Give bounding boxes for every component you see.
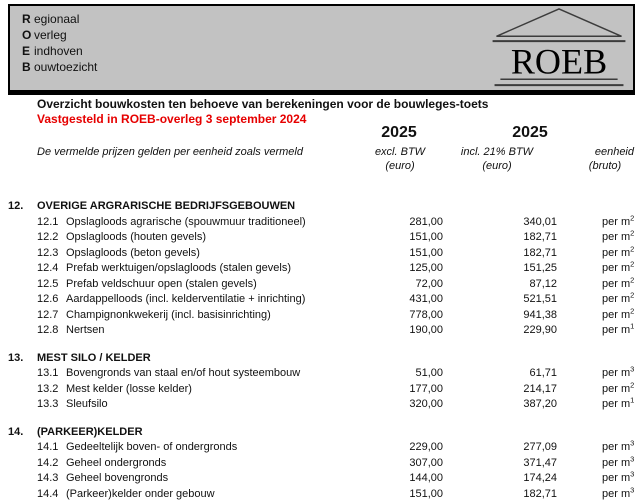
row-description: Opslagloods (beton gevels) [66,246,200,259]
row-price-incl: 387,20 [523,398,557,410]
price-note: De vermelde prijzen gelden per eenheid zoals vermeld [37,146,303,158]
row-unit-base: per m [602,262,631,274]
table-row [0,274,643,293]
row-number: 12.8 [37,324,59,336]
table-row [0,230,643,246]
col2-label: incl. 21% BTW [460,146,534,158]
row-price-excl: 151,00 [409,487,443,500]
row-price-excl: 72,00 [415,277,443,290]
row-price-excl: 151,00 [409,246,443,259]
row-price-incl: 182,71 [523,487,557,500]
table-row [0,440,643,456]
row-unit-exponent: 3 [630,469,635,479]
row-unit-exponent: 2 [630,212,635,222]
section-title: (PARKEER)KELDER [37,425,143,438]
roeb-acronym [22,11,97,75]
section-number: 13. [8,351,24,364]
table-row [0,397,643,413]
table-row [0,323,643,339]
row-price-excl: 51,00 [415,367,443,379]
row-unit-exponent: 2 [630,379,635,389]
row-unit-exponent: 1 [630,321,635,331]
row-description: Aardappelloods (incl. kelderventilatie + inrichting) [66,293,306,305]
row-description: (Parkeer)kelder onder gebouw [66,487,215,500]
table-row [0,305,643,324]
acronym-line [22,43,97,59]
row-price-incl: 182,71 [523,246,557,259]
section-title: OVERIGE ARGRARISCHE BEDRIJFSGEBOUWEN [37,200,296,212]
row-number: 14.3 [37,472,59,484]
row-number: 13.1 [37,367,59,379]
row-description: Opslagloods agrarische (spouwmuur traditioneel) [66,215,306,228]
acronym-letter: O [22,28,32,42]
roeb-logo [489,6,629,90]
row-description: Opslagloods (houten gevels) [66,231,207,243]
row-unit-base: per m [602,277,631,290]
row-unit-base: per m [602,324,631,336]
row-unit [602,484,635,503]
row-unit-exponent: 3 [630,438,635,448]
row-description: Sleufsilo [66,398,108,410]
page-title: Overzicht bouwkosten ten behoeve van berekeningen voor de bouwleges-toets [37,97,489,111]
section-title: MEST SILO / KELDER [37,351,151,364]
section-header-row [0,351,643,367]
row-unit-exponent: 2 [630,290,635,300]
row-unit-exponent: 3 [630,364,635,374]
row-number: 12.5 [37,277,59,290]
acronym-word: indhoven [34,44,83,58]
row-unit-base: per m [602,441,631,453]
row-number: 12.7 [37,308,59,321]
row-unit-base: per m [602,215,631,228]
section-number: 14. [8,425,24,438]
col1-year: 2025 [381,124,417,141]
row-description: Gedeeltelijk boven- of ondergronds [66,441,238,453]
acronym-letter: B [22,60,31,74]
row-description: Geheel ondergronds [66,456,167,469]
row-price-incl: 340,01 [523,215,557,228]
table-row [0,379,643,398]
row-price-excl: 307,00 [409,456,443,469]
row-price-excl: 281,00 [409,215,443,228]
row-price-incl: 87,12 [529,277,557,290]
row-number: 12.6 [37,293,59,305]
page-subtitle: Vastgesteld in ROEB-overleg 3 september 2024 [37,112,307,126]
table-row [0,453,643,472]
row-price-incl: 521,51 [523,293,557,305]
col1-label: excl. BTW [374,146,426,158]
row-number: 12.3 [37,246,59,259]
row-number: 14.2 [37,456,59,469]
row-number: 12.4 [37,262,59,274]
col2-unit-label: (euro) [482,160,512,172]
row-unit-exponent: 2 [630,228,635,238]
row-description: Nertsen [66,324,105,336]
row-unit-base: per m [602,231,631,243]
table-section [0,199,643,339]
row-price-incl: 941,38 [523,308,557,321]
row-price-excl: 177,00 [409,382,443,395]
row-price-excl: 151,00 [409,231,443,243]
acronym-word: egionaal [34,12,80,26]
row-unit [602,323,634,339]
row-unit-base: per m [602,472,631,484]
row-description: Bovengronds van staal en/of hout systeembouw [66,367,301,379]
row-price-incl: 174,24 [523,472,557,484]
table-row [0,243,643,262]
table-row [0,366,643,382]
row-unit-base: per m [602,398,631,410]
row-unit-exponent: 2 [630,243,635,253]
row-number: 12.2 [37,231,59,243]
roof-icon [489,6,629,90]
row-price-incl: 277,09 [523,441,557,453]
table-row [0,261,643,277]
section-number: 12. [8,200,24,212]
row-price-incl: 61,71 [529,367,557,379]
row-price-incl: 151,25 [523,262,557,274]
row-description: Champignonkwekerij (incl. basisinrichting) [66,308,271,321]
table-section [0,351,643,413]
row-price-excl: 431,00 [409,293,443,305]
row-description: Prefab werktuigen/opslagloods (stalen gevels) [66,262,292,274]
acronym-word: ouwtoezicht [34,60,98,74]
row-description: Mest kelder (losse kelder) [66,382,192,395]
row-unit-base: per m [602,456,631,469]
row-number: 13.3 [37,398,59,410]
row-price-excl: 778,00 [409,308,443,321]
row-unit-base: per m [602,382,631,395]
col3-label: eenheid [594,146,634,158]
col3-unit-label: (bruto) [588,160,622,172]
acronym-letter: E [22,44,31,58]
row-number: 14.1 [37,441,59,453]
row-description: Prefab veldschuur open (stalen gevels) [66,277,257,290]
row-unit-exponent: 1 [630,395,635,405]
row-price-incl: 371,47 [523,456,557,469]
row-unit-exponent: 3 [630,453,635,463]
section-header-row [0,199,643,215]
acronym-line [22,27,97,43]
row-unit-base: per m [602,487,631,500]
acronym-word: verleg [34,28,67,42]
row-unit-base: per m [602,308,631,321]
row-unit-exponent: 2 [630,305,635,315]
row-price-excl: 229,00 [409,441,443,453]
col1-unit-label: (euro) [385,160,415,172]
table-row [0,212,643,231]
table-row [0,484,643,503]
row-price-incl: 229,90 [523,324,557,336]
row-description: Geheel bovengronds [66,472,169,484]
cost-table [0,199,643,503]
row-price-incl: 214,17 [523,382,557,395]
section-header-row [0,425,643,441]
row-number: 13.2 [37,382,59,395]
row-unit-base: per m [602,246,631,259]
acronym-letter: R [22,12,31,26]
row-unit-base: per m [602,367,631,379]
row-number: 14.4 [37,487,59,500]
table-section [0,425,643,503]
row-unit-exponent: 2 [630,274,635,284]
row-unit [602,397,634,413]
letterhead [8,4,635,95]
acronym-line [22,59,97,75]
row-price-excl: 144,00 [409,472,443,484]
table-row [0,292,643,308]
acronym-line [22,11,97,27]
row-price-incl: 182,71 [523,231,557,243]
table-row [0,471,643,487]
row-unit-exponent: 2 [630,259,635,269]
row-price-excl: 125,00 [409,262,443,274]
logo-text: ROEB [510,41,608,82]
row-number: 12.1 [37,215,59,228]
col2-year: 2025 [512,124,548,141]
row-price-excl: 320,00 [409,398,443,410]
row-unit-base: per m [602,293,631,305]
row-price-excl: 190,00 [409,324,443,336]
row-unit-exponent: 3 [630,484,635,494]
